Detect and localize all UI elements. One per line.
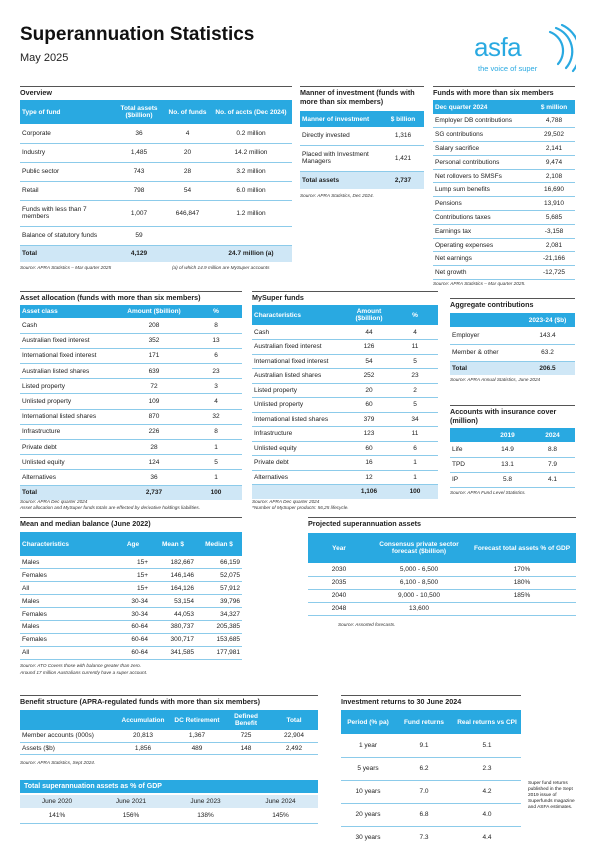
mysuper-footnote: *Number of MySuper products: 56,25 lifecycle. (252, 505, 349, 510)
table-row: Unlisted property 109 4 (20, 394, 242, 409)
col-header: Asset class (20, 305, 118, 318)
overview-footnote: (a) of which 14.9 million are MySuper accounts (172, 265, 270, 270)
table-row: Private debt 28 1 (20, 440, 242, 455)
col-header: Total (270, 710, 318, 730)
col-header: DC Retirement (172, 710, 222, 730)
table-row: Unlisted property 60 5 (252, 398, 438, 413)
overview-title: Overview (20, 86, 292, 98)
table-row: SG contributions 29,502 (433, 128, 575, 142)
table-row: Net earnings -21,166 (433, 252, 575, 266)
table-row: 141% 156% 138% 145% (20, 808, 318, 823)
col-header: No. of accts (Dec 2024) (210, 100, 292, 124)
total-row: 1,106 100 (252, 485, 438, 499)
table-row: 2040 9,000 - 10,500 185% (308, 589, 576, 602)
logo-tagline: the voice of super (478, 64, 538, 73)
table-row: TPD 13.1 7.9 (450, 457, 575, 472)
table-row: 10 years 7.0 4.2 (341, 780, 521, 803)
table-row: Public sector 743 28 3.2 million (20, 162, 292, 181)
table-row: Males 15+ 182,667 66,159 (20, 556, 242, 569)
page-title: Superannuation Statistics (20, 24, 255, 45)
returns-table (341, 710, 521, 842)
table-row: Alternatives 36 1 (20, 470, 242, 485)
asfa-logo (472, 24, 576, 76)
table-row: Corporate 36 4 0.2 million (20, 124, 292, 143)
table-row: IP 5.8 4.1 (450, 472, 575, 487)
col-header: Accumulation (114, 710, 172, 730)
table-row: Earnings tax -3,158 (433, 224, 575, 238)
col-header: Consensus private sector forecast ($billion) (370, 533, 468, 563)
table-row: Unlisted equity 124 5 (20, 455, 242, 470)
projected-source: Source: Assorted forecasts. (338, 622, 396, 627)
table-row: Pensions 13,910 (433, 197, 575, 211)
total-row: Total 4,129 24.7 million (a) (20, 245, 292, 262)
asset-allocation-source: Source: APRA Dec quarter 2024 (20, 499, 88, 504)
table-row: Unlisted equity 60 6 (252, 441, 438, 456)
total-row: Total assets 2,737 (300, 171, 424, 189)
col-header: 2023-24 ($b) (520, 313, 575, 327)
col-header: Period (% pa) (341, 710, 395, 734)
table-row: Listed property 72 3 (20, 379, 242, 394)
table-row: Industry 1,485 20 14.2 million (20, 143, 292, 162)
table-row: Females 30-34 44,053 34,327 (20, 608, 242, 621)
table-row: Females 60-64 300,717 153,685 (20, 633, 242, 646)
table-row: Member accounts (000s) 20,813 1,367 725 22,904 (20, 730, 318, 742)
col-header: June 2020 (20, 795, 94, 808)
col-header: Year (308, 533, 370, 563)
benefit-title: Benefit structure (APRA-regulated funds with more than six members) (20, 695, 318, 707)
table-row: Retail 798 54 6.0 million (20, 181, 292, 200)
table-row: Assets ($b) 1,856 489 148 2,492 (20, 742, 318, 754)
table-row: Infrastructure 226 8 (20, 424, 242, 439)
insurance-table (450, 428, 575, 488)
col-header: Fund returns (395, 710, 453, 734)
aggregate-table (450, 313, 575, 375)
table-row: Listed property 20 2 (252, 383, 438, 398)
col-header: Manner of investment (300, 111, 382, 127)
manner-table (300, 111, 424, 189)
table-row: Operating expenses 2,081 (433, 238, 575, 252)
table-row: Contributions taxes 5,685 (433, 211, 575, 225)
asset-allocation-title: Asset allocation (funds with more than six members) (20, 291, 242, 303)
insurance-title: Accounts with insurance cover (million) (450, 405, 575, 425)
col-header: June 2021 (94, 795, 168, 808)
table-row: Net growth -12,725 (433, 266, 575, 280)
col-header (20, 710, 114, 730)
table-row: Life 14.9 8.8 (450, 442, 575, 457)
insurance-source: Source: APRA Fund Level Statistics. (450, 490, 526, 495)
aggregate-source: Source: APRA Annual Statistics, June 2024 (450, 377, 541, 382)
col-header: Dec quarter 2024 (433, 100, 533, 114)
col-header: Amount ($billion) (118, 305, 190, 318)
col-header: No. of funds (165, 100, 210, 124)
flows-source: Source: APRA Statistics – Mar quarter 2025. (433, 281, 526, 286)
table-row: Personal contributions 9,474 (433, 155, 575, 169)
page-date: May 2025 (20, 52, 69, 64)
balance-table (20, 532, 242, 660)
overview-table (20, 100, 292, 262)
col-header: Median $ (196, 532, 242, 556)
table-row: All 15+ 164,126 57,912 (20, 582, 242, 595)
table-row: Directly invested 1,316 (300, 127, 424, 145)
table-row: Member & other 63.2 (450, 344, 575, 361)
table-row: Males 60-64 380,737 205,385 (20, 620, 242, 633)
table-row: Australian listed shares 252 23 (252, 369, 438, 384)
asset-allocation-table (20, 305, 242, 500)
mysuper-table (252, 305, 438, 499)
manner-title: Manner of investment (funds with more than six members) (300, 86, 424, 106)
table-row: Salary sacrifice 2,141 (433, 142, 575, 156)
table-row: International fixed interest 171 6 (20, 348, 242, 363)
table-row: 1 year 9.1 5.1 (341, 734, 521, 757)
projected-title: Projected superannuation assets (308, 517, 576, 529)
table-row: Funds with less than 7 members 1,007 646,847 1.2 million (20, 200, 292, 226)
table-row: Balance of statutory funds 59 (20, 226, 292, 245)
gdp-title-bar: Total superannuation assets as % of GDP (20, 780, 318, 793)
balance-source: Source: ATO Covers those with balance greater than zero. (20, 663, 142, 668)
col-header: Characteristics (252, 305, 346, 325)
col-header: Age (116, 532, 150, 556)
col-header: Defined Benefit (222, 710, 270, 730)
table-row: Females 15+ 146,146 52,075 (20, 569, 242, 582)
table-row: Infrastructure 123 11 (252, 427, 438, 442)
projected-table (308, 533, 576, 616)
col-header: June 2024 (243, 795, 318, 808)
balance-title: Mean and median balance (June 2022) (20, 517, 242, 529)
table-row: Employer 143.4 (450, 327, 575, 344)
flows-table (433, 100, 575, 280)
aggregate-title: Aggregate contributions (450, 298, 575, 310)
col-header: Type of fund (20, 100, 113, 124)
col-header: $ billion (382, 111, 424, 127)
table-row: All 60-64 341,585 177,981 (20, 646, 242, 659)
table-row: 2030 5,000 - 6,500 170% (308, 563, 576, 576)
col-header (450, 313, 520, 327)
table-row: Placed with Investment Managers 1,421 (300, 145, 424, 171)
benefit-table (20, 710, 318, 755)
table-row: Lump sum benefits 16,690 (433, 183, 575, 197)
col-header: $ million (533, 100, 575, 114)
benefit-source: Source: APRA Statistics, Sept 2024. (20, 760, 96, 765)
table-row: Employer DB contributions 4,788 (433, 114, 575, 128)
col-header: % (392, 305, 438, 325)
table-row: 5 years 6.2 2.3 (341, 757, 521, 780)
returns-note: Super fund returns published in the Sept 2019 issue of Superfunds magazine and ASFA estimates. (528, 781, 575, 810)
mysuper-title: MySuper funds (252, 291, 438, 303)
table-row: 20 years 6.8 4.0 (341, 803, 521, 826)
col-header: 2019 (485, 428, 530, 442)
col-header: Forecast total assets % of GDP (468, 533, 576, 563)
table-row: International listed shares 379 34 (252, 412, 438, 427)
returns-title: Investment returns to 30 June 2024 (341, 695, 521, 707)
table-row: Private debt 16 1 (252, 456, 438, 471)
table-row: Net rollovers to SMSFs 2,108 (433, 169, 575, 183)
col-header: June 2023 (168, 795, 243, 808)
total-row: Total 2,737 100 (20, 485, 242, 500)
col-header: Real returns vs CPI (453, 710, 521, 734)
col-header (450, 428, 485, 442)
overview-source: Source: APRA Statistics – Mar quarter 2025 (20, 265, 112, 270)
col-header: % (190, 305, 242, 318)
table-row: 30 years 7.3 4.4 (341, 826, 521, 842)
table-row: Cash 44 4 (252, 325, 438, 340)
col-header: Amount ($billion) (346, 305, 392, 325)
gdp-table (20, 795, 318, 824)
flows-title: Funds with more than six members (433, 86, 575, 98)
mysuper-source: Source: APRA Dec quarter 2024 (252, 499, 320, 504)
col-header: Characteristics (20, 532, 116, 556)
asset-allocation-footnote: Asset allocation and MySuper funds totals are effected by derivative holdings liabilities. (20, 505, 201, 510)
table-row: Alternatives 12 1 (252, 470, 438, 485)
table-row: International fixed interest 54 5 (252, 354, 438, 369)
table-row: 2048 13,600 (308, 602, 576, 615)
table-row: Cash 208 8 (20, 318, 242, 333)
balance-footnote: Around 17 million Australians currently have a super account. (20, 670, 148, 675)
table-row: Males 30-34 53,154 39,796 (20, 595, 242, 608)
table-row: Australian fixed interest 126 11 (252, 340, 438, 355)
table-row: International listed shares 870 32 (20, 409, 242, 424)
total-row: Total 206.5 (450, 361, 575, 375)
table-row: Australian fixed interest 352 13 (20, 333, 242, 348)
table-row: Australian listed shares 639 23 (20, 364, 242, 379)
logo-text: asfa (474, 32, 522, 62)
col-header: Total assets ($billion) (113, 100, 165, 124)
manner-source: Source: APRA Statistics, Dec 2024. (300, 193, 374, 198)
col-header: 2024 (530, 428, 575, 442)
table-row: 2035 6,100 - 8,500 180% (308, 576, 576, 589)
col-header: Mean $ (150, 532, 196, 556)
